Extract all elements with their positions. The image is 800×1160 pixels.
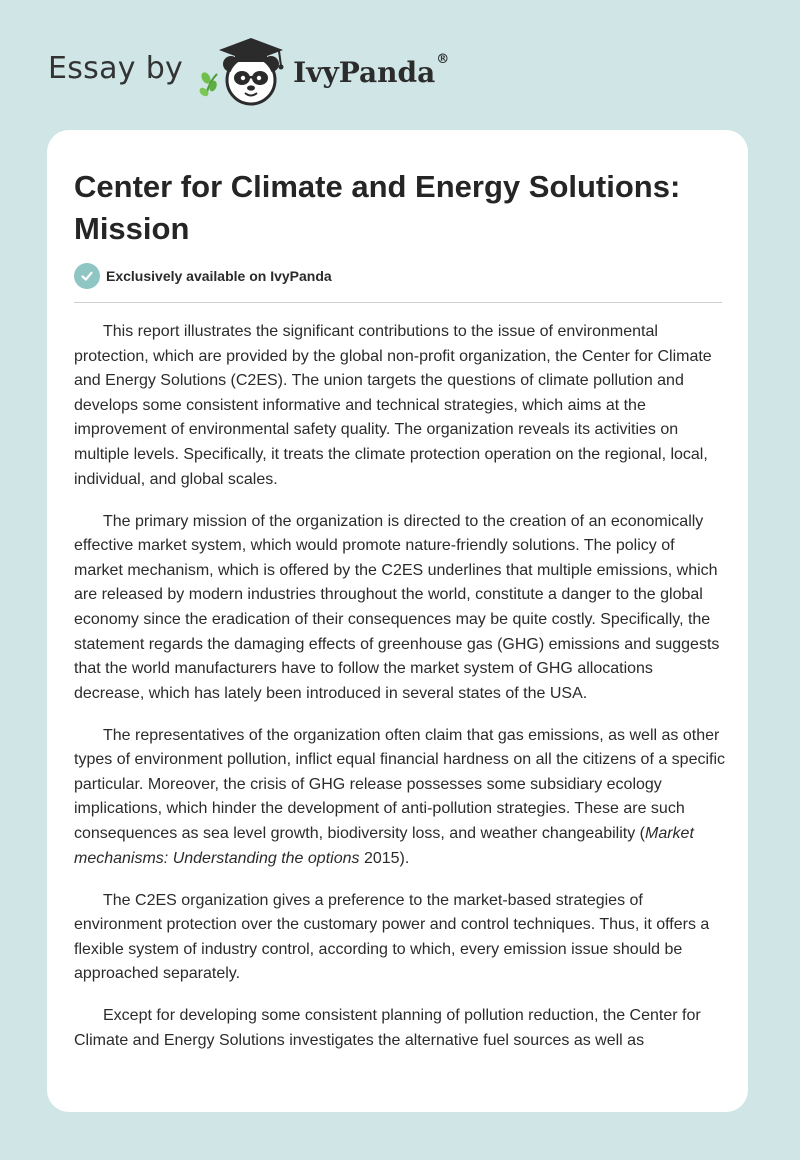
exclusive-badge <box>74 263 332 289</box>
paragraph-3-text: The representatives of the organization often claim that gas emissions, as well as other types of environment pollution, inflict equal financial hardness on all the citizens of a specific particular. Moreover, the crisis of GHG release possesses some subsidiary ecology implications, which hinder the development of anti-pollution strategies. These are such consequences as sea level growth, biodiversity loss, and weather changeability ( <box>74 726 726 843</box>
paragraph-3 <box>74 724 726 872</box>
essay-body <box>74 320 726 1071</box>
citation-title: Market mechanisms: Understanding the options <box>74 825 694 867</box>
essay-by-label: Essay by <box>48 50 184 86</box>
paragraph-2: The primary mission of the organization is directed to the creation of an economically effective market system, which would promote nature-friendly solutions. The policy of market mechanism, which is offered by the C2ES underlines that multiple emissions, which are released by modern industries throughout the world, constitute a danger to the global economy since the eradication of their consequences may be quite costly. Specifically, the statement regards the damaging effects of greenhouse gas (GHG) emissions and suggests that the world manufacturers have to follow the market system of GHG allocations decrease, which has lately been introduced in several states of the USA. <box>74 512 720 702</box>
site-header <box>0 0 800 130</box>
divider <box>74 302 722 303</box>
paragraph-5: Except for developing some consistent planning of pollution reduction, the Center for Climate and Energy Solutions investigates the alternative fuel sources as well as <box>74 1007 701 1049</box>
essay-card <box>47 130 748 1112</box>
brand-logo[interactable] <box>48 36 449 106</box>
citation-year: 2015). <box>359 849 410 867</box>
panda-graduate-icon <box>197 34 289 108</box>
check-icon <box>74 263 100 289</box>
registered-mark: ® <box>436 51 450 67</box>
exclusive-label: Exclusively available on IvyPanda <box>106 268 332 284</box>
essay-title: Center for Climate and Energy Solutions: Mission <box>74 169 681 246</box>
paragraph-4: The C2ES organization gives a preference to the market-based strategies of environment protection over the customary power and control techniques. Thus, it offers a flexible system of industry control, according to which, every emission issue should be approached separately. <box>74 891 710 983</box>
paragraph-1: This report illustrates the significant contributions to the issue of environmental protection, which are provided by the global non-profit organization, the Center for Climate and Energy Solutions (C2ES). The union targets the questions of climate pollution and develops some consistent informative and technical strategies, which aims at the improvement of environmental safety quality. The organization reveals its activities on multiple levels. Specifically, it treats the climate protection operation on the regional, local, individual, and global scales. <box>74 323 712 488</box>
brand-name: IvyPanda® <box>293 51 450 89</box>
